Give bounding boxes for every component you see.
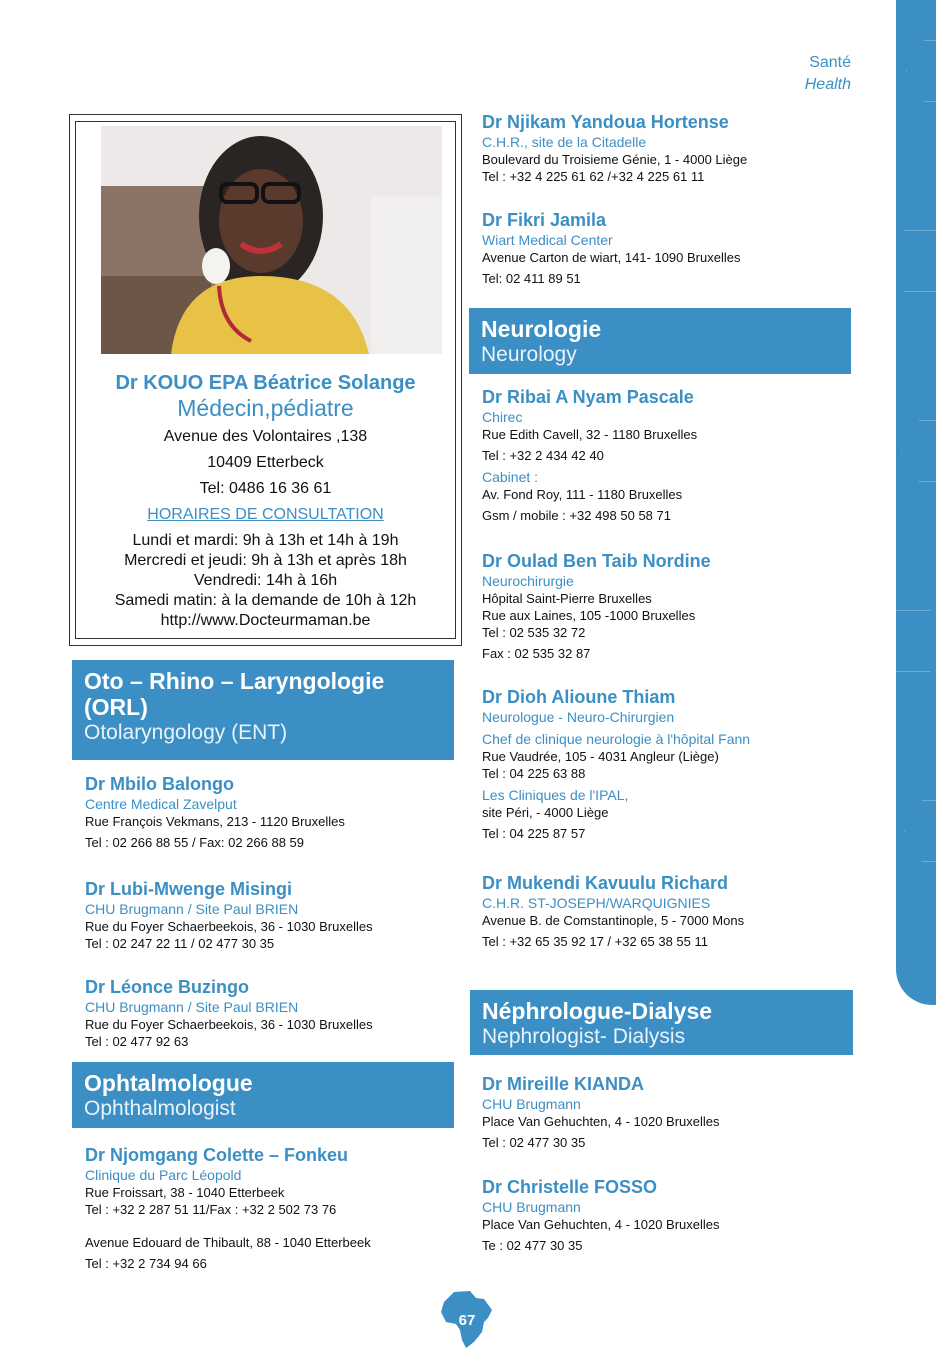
profile-address-line: Avenue des Volontaires ,138: [163, 428, 368, 445]
doctor-entry: [85, 1144, 371, 1272]
doctor-name: Dr Mireille KIANDA: [482, 1074, 645, 1094]
doctor-address: Rue du Foyer Schaerbeekois, 36 - 1030 Bruxelles: [85, 919, 373, 934]
doctor-fax: Fax : 02 535 32 87: [482, 646, 591, 661]
hexagon-pattern: [904, 800, 936, 862]
doctor-organization: CHU Brugmann / Site Paul BRIEN: [85, 901, 299, 917]
doctor-name: Dr Njikam Yandoua Hortense: [482, 112, 729, 132]
doctor-name: Dr Njomgang Colette – Fonkeu: [85, 1145, 349, 1165]
doctor-address: Rue Froissart, 38 - 1040 Etterbeek: [85, 1185, 285, 1200]
doctor-organization: Cabinet :: [482, 469, 539, 485]
hexagon-pattern: [906, 40, 936, 102]
section-title-en: Otolaryngology (ENT): [84, 721, 288, 744]
doctor-entry: [85, 976, 373, 1050]
doctor-organization: Clinique du Parc Léopold: [85, 1167, 242, 1183]
doctor-address: Rue du Foyer Schaerbeekois, 36 - 1030 Bruxelles: [85, 1017, 373, 1032]
doctor-organization: CHU Brugmann: [482, 1199, 581, 1215]
doctor-address: Rue aux Laines, 105 -1000 Bruxelles: [482, 608, 696, 623]
doctor-organization: C.H.R., site de la Citadelle: [482, 134, 647, 150]
doctor-entry: [85, 773, 345, 851]
doctor-address: Place Van Gehuchten, 4 - 1020 Bruxelles: [482, 1114, 720, 1129]
section-banner-nephrology: [470, 990, 853, 1055]
hours-line: Mercredi et jeudi: 9h à 13h et après 18h: [124, 552, 407, 569]
doctor-name: Dr Oulad Ben Taib Nordine: [482, 551, 711, 571]
hours-line: Samedi matin: à la demande de 10h à 12h: [114, 592, 417, 609]
doctor-phone: Tel : +32 2 734 94 66: [85, 1256, 207, 1271]
section-title-fr: Néphrologue-Dialyse: [482, 998, 713, 1024]
profile-card-inner: [75, 121, 456, 639]
hexagon-pattern: [896, 230, 936, 292]
doctor-name: Dr Léonce Buzingo: [85, 977, 250, 997]
doctor-phone: Tel : 04 225 87 57: [482, 826, 586, 841]
doctor-address: Rue Vaudrée, 105 - 4031 Angleur (Liège): [482, 749, 719, 764]
doctor-address: Rue Edith Cavell, 32 - 1180 Bruxelles: [482, 427, 698, 442]
hexagon-pattern: [896, 610, 936, 672]
doctor-phone: Tel : 02 477 92 63: [85, 1034, 189, 1049]
doctor-entry: [482, 872, 744, 950]
doctor-address: Boulevard du Troisieme Génie, 1 - 4000 Liège: [482, 152, 748, 167]
doctor-organization: Wiart Medical Center: [482, 232, 613, 248]
section-title-fr: (ORL): [84, 694, 148, 720]
doctor-organization: C.H.R. ST-JOSEPH/WARQUIGNIES: [482, 895, 711, 911]
side-tab-decoration: [896, 0, 936, 1005]
page-number: 67: [458, 1312, 476, 1329]
doctor-name: Dr Lubi-Mwenge Misingi: [85, 879, 292, 899]
doctor-phone: Tel : +32 65 35 92 17 / +32 65 38 55 11: [482, 934, 709, 949]
doctor-name: Dr Ribai A Nyam Pascale: [482, 387, 694, 407]
section-label-fr: Santé: [809, 54, 851, 71]
doctor-photo: [101, 126, 442, 354]
section-banner-ophtalmology: [72, 1062, 454, 1128]
doctor-entry: [482, 686, 750, 842]
doctor-organization: Chirec: [482, 409, 523, 425]
doctor-name: Dr Fikri Jamila: [482, 210, 607, 230]
doctor-entry: [482, 111, 747, 185]
doctor-name: Dr Mbilo Balongo: [85, 774, 234, 794]
doctor-organization: CHU Brugmann: [482, 1096, 581, 1112]
doctor-phone: Tel: 02 411 89 51: [482, 271, 581, 286]
profile-card: [69, 114, 462, 646]
doctor-organization: Neurologue - Neuro-Chirurgien: [482, 709, 675, 725]
profile-address-line: 10409 Etterbeck: [207, 454, 324, 471]
section-title-fr: Oto – Rhino – Laryngologie: [84, 668, 385, 694]
section-title-fr: Ophtalmologue: [84, 1070, 253, 1096]
doctor-phone: Tel : 02 535 32 72: [482, 625, 586, 640]
doctor-address: Rue François Vekmans, 213 - 1120 Bruxelles: [85, 814, 345, 829]
doctor-phone: Tel : 02 247 22 11 / 02 477 30 35: [85, 936, 275, 951]
doctor-address: Place Van Gehuchten, 4 - 1020 Bruxelles: [482, 1217, 720, 1232]
section-label-en: Health: [804, 76, 851, 93]
doctor-organization: CHU Brugmann / Site Paul BRIEN: [85, 999, 299, 1015]
doctor-entry: [482, 209, 740, 287]
section-title-en: Neurology: [481, 343, 577, 366]
hours-line: Lundi et mardi: 9h à 13h et 14h à 19h: [132, 532, 399, 549]
doctor-phone: Tel : +32 4 225 61 62 /+32 4 225 61 11: [482, 169, 705, 184]
doctor-entry: [482, 550, 711, 662]
doctor-phone: Tel : 02 477 30 35: [482, 1135, 586, 1150]
doctor-entry: [85, 878, 373, 952]
website-link[interactable]: http://www.Docteurmaman.be: [160, 612, 371, 629]
doctor-organization: Neurochirurgie: [482, 573, 574, 589]
hexagon-pattern: [901, 420, 936, 482]
section-title-en: Nephrologist- Dialysis: [482, 1025, 686, 1048]
doctor-entry: [482, 386, 697, 524]
doctor-address: site Péri, - 4000 Liège: [482, 805, 609, 820]
doctor-name: Dr Christelle FOSSO: [482, 1177, 658, 1197]
doctor-phone: Tel : +32 2 287 51 11/Fax : +32 2 502 73 76: [85, 1202, 337, 1217]
profile-phone: Tel: 0486 16 36 61: [199, 480, 332, 497]
doctor-address: Hôpital Saint-Pierre Bruxelles: [482, 591, 652, 606]
doctor-entry: [482, 1073, 720, 1151]
doctor-address: Avenue Carton de wiart, 141- 1090 Bruxelles: [482, 250, 741, 265]
section-title-fr: Neurologie: [481, 316, 602, 342]
doctor-address: Avenue B. de Comstantinople, 5 - 7000 Mons: [482, 913, 745, 928]
doctor-phone: Tel : 02 266 88 55 / Fax: 02 266 88 59: [85, 835, 304, 850]
hours-line: Vendredi: 14h à 16h: [193, 572, 338, 589]
doctor-entry: [482, 1176, 720, 1254]
doctor-phone: Tel : 04 225 63 88: [482, 766, 586, 781]
doctor-phone: Tel : +32 2 434 42 40: [482, 448, 604, 463]
doctor-address: Av. Fond Roy, 111 - 1180 Bruxelles: [482, 487, 683, 502]
section-banner-neurology: [469, 308, 851, 374]
profile-doctor-role: Médecin,pédiatre: [177, 395, 354, 421]
profile-doctor-name: Dr KOUO EPA Béatrice Solange: [115, 372, 416, 394]
doctor-organization: Les Cliniques de l'IPAL,: [482, 787, 629, 803]
doctor-organization: Chef de clinique neurologie à l'hôpital Fann: [482, 731, 751, 747]
doctor-phone: Gsm / mobile : +32 498 50 58 71: [482, 508, 671, 523]
page-number-badge: [440, 1290, 494, 1350]
doctor-name: Dr Mukendi Kavuulu Richard: [482, 873, 729, 893]
section-banner-orl: [72, 660, 454, 760]
section-title-en: Ophthalmologist: [84, 1097, 236, 1120]
doctor-address: Avenue Edouard de Thibault, 88 - 1040 Etterbeek: [85, 1235, 371, 1250]
doctor-portrait-illustration: [101, 126, 442, 354]
doctor-phone: Te : 02 477 30 35: [482, 1238, 583, 1253]
hours-title: HORAIRES DE CONSULTATION: [147, 506, 384, 523]
doctor-organization: Centre Medical Zavelput: [85, 796, 237, 812]
doctor-name: Dr Dioh Alioune Thiam: [482, 687, 676, 707]
